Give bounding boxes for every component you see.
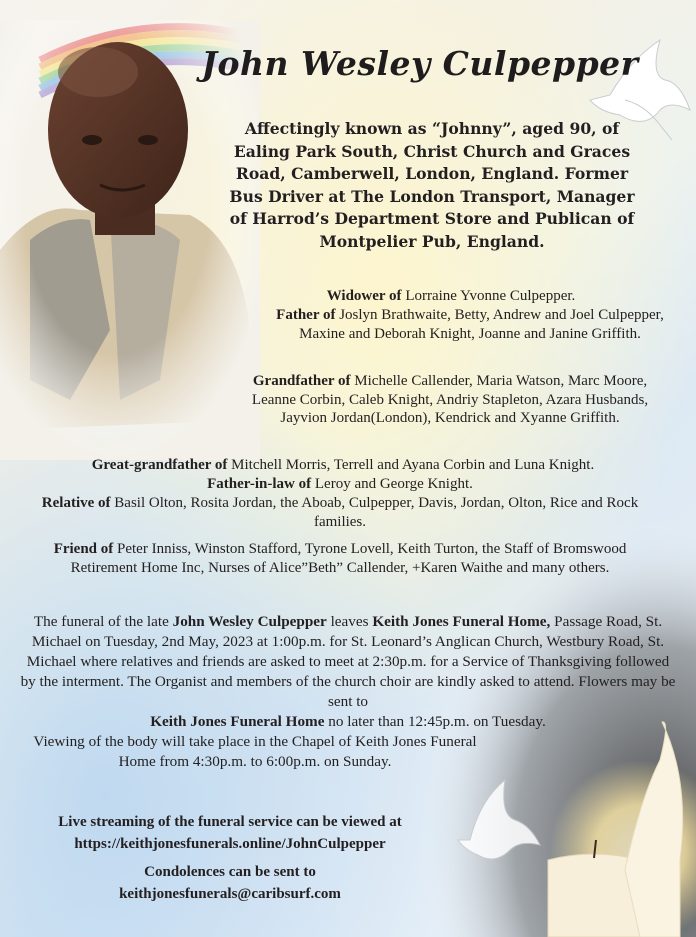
livestream-label: Live streaming of the funeral service can be viewed at	[58, 814, 402, 830]
relation-friend	[30, 540, 650, 577]
viewing-line: Viewing of the body will take place in the Chapel of Keith Jones Funeral Home from 4:30p.m. to 6:00p.m. on Sunday.	[33, 733, 477, 770]
relation-great-grandfather	[18, 456, 668, 475]
funeral-home-name: Keith Jones Funeral Home,	[372, 613, 551, 630]
flowers-text: no later than 12:45p.m. on Tuesday.	[324, 713, 546, 730]
condolences-email[interactable]: keithjonesfunerals@caribsurf.com	[119, 886, 341, 902]
relation-label: Relative of	[41, 495, 111, 511]
relation-label: Widower of	[326, 288, 402, 304]
relation-relative	[30, 494, 650, 531]
relation-label: Father of	[276, 307, 336, 323]
deceased-name-heading: John Wesley Culpepper	[201, 44, 639, 83]
relation-label: Father-in-law of	[207, 476, 312, 492]
condolences-label: Condolences can be sent to	[144, 864, 316, 880]
relation-widower	[226, 287, 676, 306]
intro-paragraph: Affectingly known as “Johnny”, aged 90, of Ealing Park South, Christ Church and Graces Road, Camberwell, London, England. Former Bus Driver at The London Transport, Manager of Harrod’s Department Store and Publican of Montpelier Pub, England.	[229, 119, 635, 251]
relation-grandfather	[238, 372, 662, 428]
relation-label: Grandfather of	[252, 373, 351, 389]
relation-label: Friend of	[53, 541, 114, 557]
funeral-name: John Wesley Culpepper	[172, 613, 327, 630]
relation-text: Michelle Callender, Maria Watson, Marc Moore, Leanne Corbin, Caleb Knight, Andriy Stapleton, Azara Husbands, Jayvion Jordan(London), Kendrick and Xyanne Griffith.	[251, 373, 649, 427]
relation-father-in-law	[170, 475, 510, 494]
relation-text: Basil Olton, Rosita Jordan, the Aboab, Culpepper, Davis, Jordan, Olton, Rice and Rock families.	[114, 495, 639, 530]
funeral-text: The funeral of the late	[33, 613, 173, 630]
funeral-text: Passage Road, St. Michael on Tuesday, 2nd May, 2023 at 1:00p.m. for St. Leonard’s Anglican Church, Westbury Road, St. Michael where relatives and friends are asked to meet at 2:30p.m. for a Service of Thanksgiving followed by the interment. The Organist and members of the church choir are kindly asked to attend. Flowers may be sent to	[20, 613, 676, 710]
funeral-details	[20, 612, 676, 772]
relation-label: Great-grandfather of	[91, 457, 228, 473]
funeral-text: leaves	[326, 613, 373, 630]
relation-text: Peter Inniss, Winston Stafford, Tyrone Lovell, Keith Turton, the Staff of Bromswood Retirement Home Inc, Nurses of Alice”Beth” Callender, +Karen Waithe and many others.	[70, 541, 627, 576]
relation-text: Lorraine Yvonne Culpepper.	[405, 288, 576, 304]
livestream-link[interactable]: https://keithjonesfunerals.online/JohnCulpepper	[74, 836, 386, 852]
condolences-block	[40, 861, 420, 905]
livestream-block	[20, 811, 440, 855]
relation-text: Leroy and George Knight.	[314, 476, 473, 492]
relation-father	[258, 306, 682, 343]
flowers-line	[20, 712, 676, 732]
flowers-home-name: Keith Jones Funeral Home	[150, 713, 325, 730]
funeral-paragraph	[20, 612, 676, 712]
relation-text: Mitchell Morris, Terrell and Ayana Corbin and Luna Knight.	[231, 457, 595, 473]
relation-text: Joslyn Brathwaite, Betty, Andrew and Joel Culpepper, Maxine and Deborah Knight, Joanne and Janine Griffith.	[299, 307, 664, 342]
portrait-photo	[0, 20, 260, 460]
